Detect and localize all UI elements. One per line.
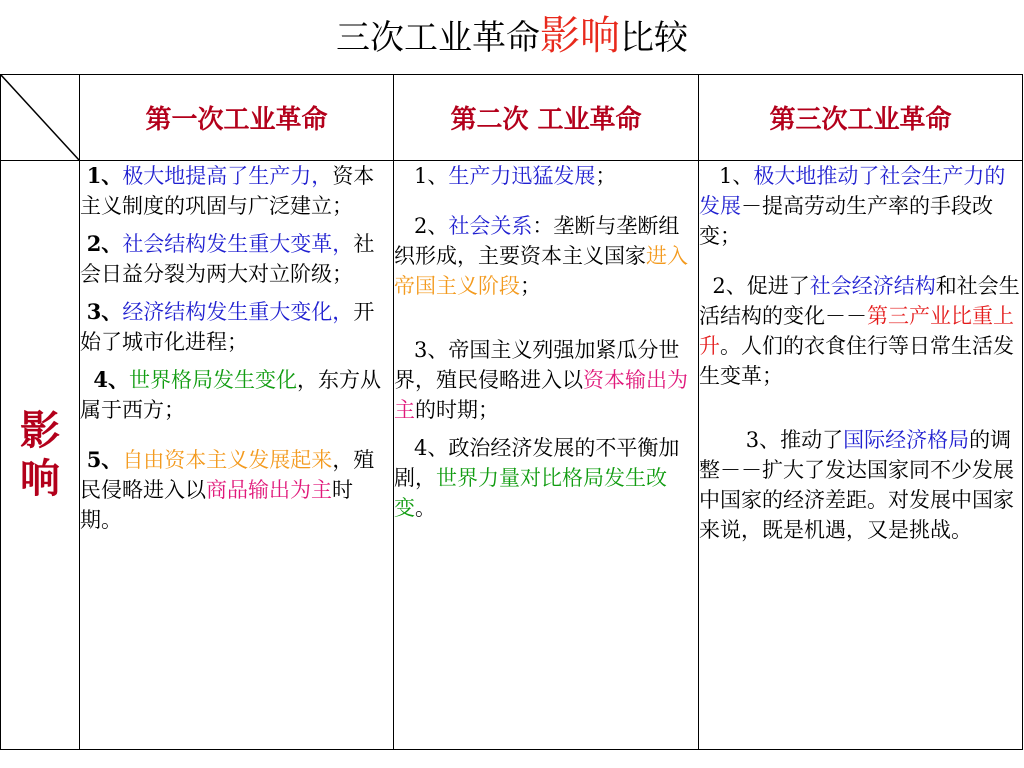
third-revolution-impacts: [699, 161, 1023, 750]
impact-item: 3、帝国主义列强加紧瓜分世界，殖民侵略进入以资本输出为主的时期；: [394, 338, 688, 422]
impact-item: 4、政治经济发展的不平衡加剧，世界力量对比格局发生改变。: [394, 436, 680, 520]
page-title: [0, 14, 1024, 60]
header-row: [1, 75, 1023, 161]
second-revolution-impacts: [394, 161, 699, 750]
impact-item: 2、社会关系：垄断与垄断组织形成，主要资本主义国家进入帝国主义阶段；: [394, 214, 688, 298]
corner-cell: [1, 75, 80, 161]
impact-row: [1, 161, 1023, 750]
impact-item: 2、社会结构发生重大变革，社会日益分裂为两大对立阶级；: [80, 231, 375, 286]
impact-item: 1、极大地提高了生产力，资本主义制度的巩固与广泛建立；: [80, 163, 375, 218]
impact-item: 3、推动了国际经济格局的调整－－扩大了发达国家同不少发展中国家的经济差距。对发展中国家来说，既是机遇，又是挑战。: [699, 428, 1014, 542]
impact-item: 5、自由资本主义发展起来，殖民侵略进入以商品输出为主时期。: [80, 447, 375, 532]
header-second-revolution: 第二次 工业革命: [394, 75, 699, 161]
comparison-table: [0, 74, 1023, 750]
impact-item: 4、世界格局发生变化，东方从属于西方；: [80, 367, 381, 422]
title-part2: 比较: [620, 18, 688, 58]
row-header-impact: [1, 161, 80, 750]
header-third-revolution: 第三次工业革命: [699, 75, 1023, 161]
impact-item: 1、生产力迅猛发展；: [414, 164, 617, 188]
title-part1: 三次工业革命: [336, 18, 540, 58]
header-first-revolution: 第一次工业革命: [80, 75, 394, 161]
diagonal-line: [1, 75, 79, 160]
impact-item: 2、促进了社会经济结构和社会生活结构的变化－－第三产业比重上升。人们的衣食住行等日常生活发生变革；: [699, 274, 1020, 388]
row-header-char-2: 响: [20, 455, 60, 502]
impact-item: 3、经济结构发生重大变化，开始了城市化进程；: [80, 299, 375, 354]
title-highlight: 影响: [540, 13, 620, 59]
impact-item: 1、极大地推动了社会生产力的发展－提高劳动生产率的手段改变；: [699, 164, 1006, 248]
first-revolution-impacts: [80, 161, 394, 750]
row-header-char-1: 影: [20, 407, 60, 454]
